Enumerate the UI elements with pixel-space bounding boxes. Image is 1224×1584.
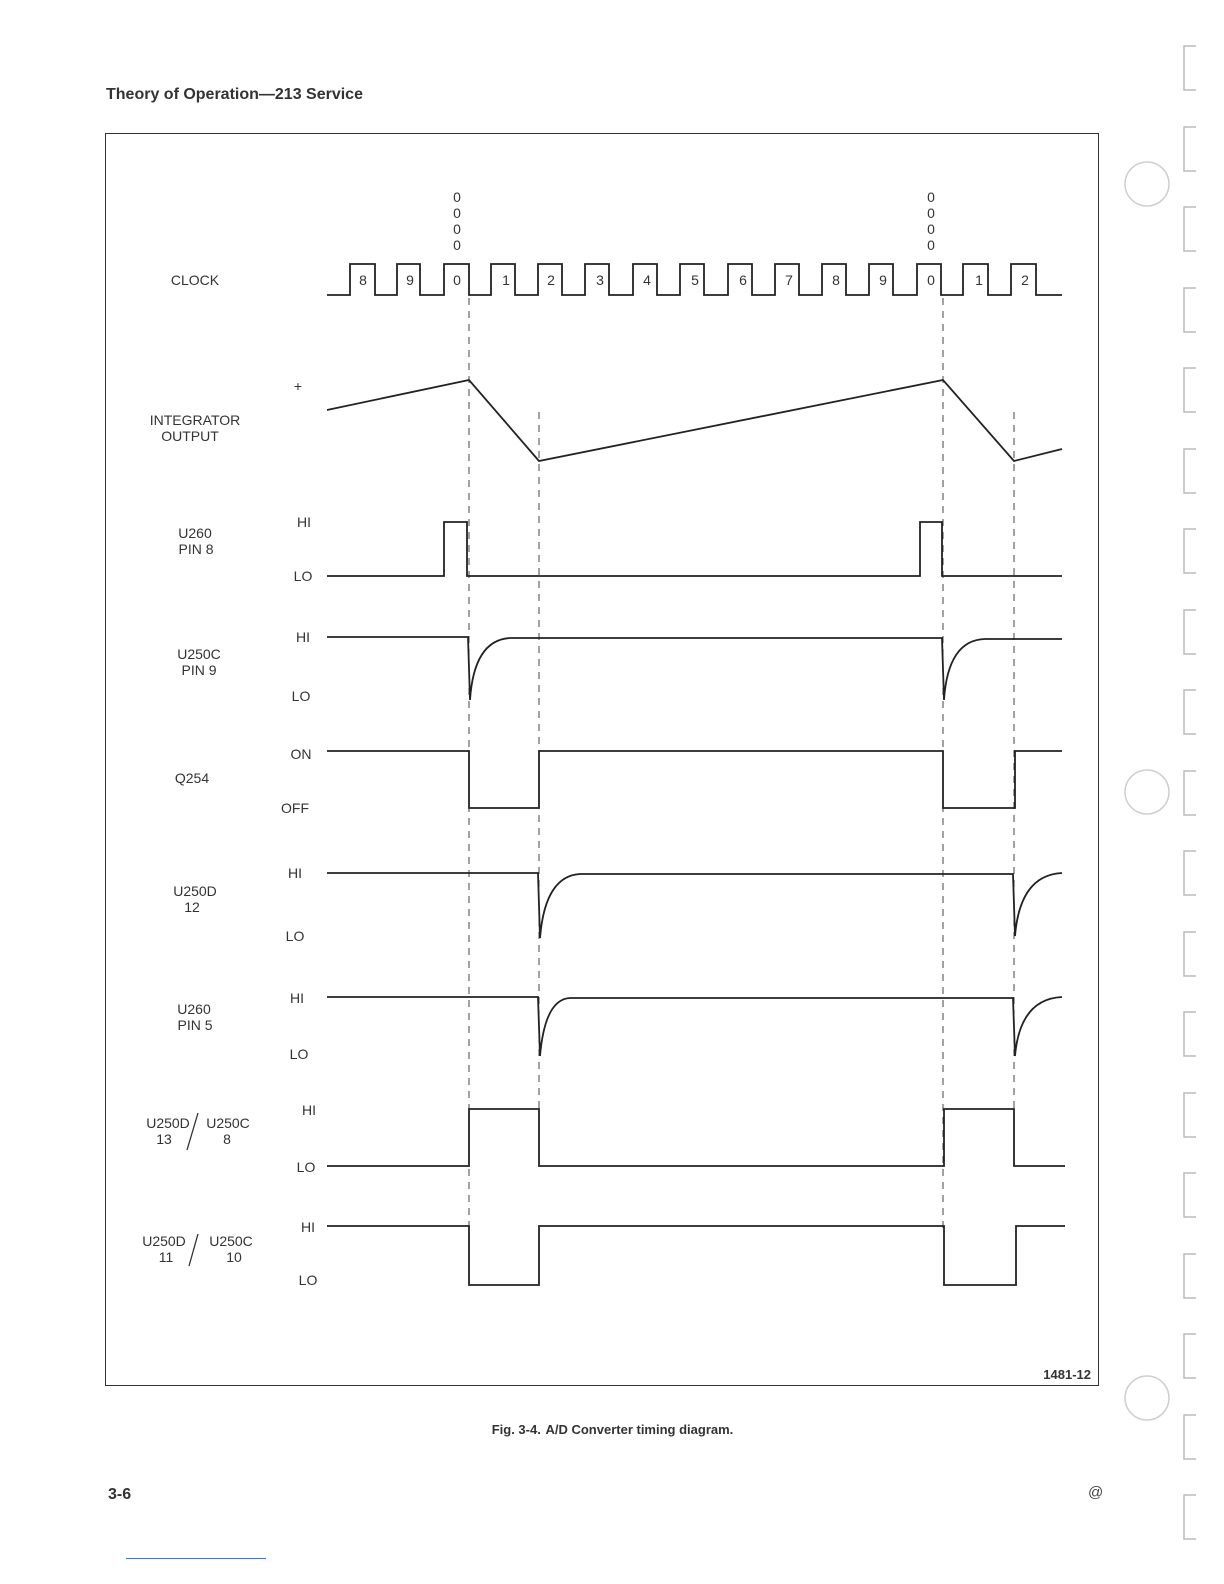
clock-digit: 2 [1021,272,1029,288]
clock-label: CLOCK [170,272,220,288]
counter-digit: 0 [453,205,461,221]
counter-digit: 0 [453,221,461,237]
clock-digit: 9 [879,272,887,288]
u260-pin5-hi-label: HI [290,990,304,1006]
binder-slots [1184,46,1196,1539]
u260-pin5-label: U260 [177,1001,211,1017]
clock-digit: 2 [547,272,555,288]
u250d-12-label: U250D [173,883,217,899]
integrator-label: INTEGRATOR [149,412,241,428]
binder-holes [1125,162,1169,1420]
counter-digits-left [453,189,461,253]
u260-pin8-hi-label: HI [297,514,311,530]
binder-slot [1184,449,1196,493]
binder-hole [1125,162,1169,206]
binder-slot [1184,1334,1196,1378]
u250c8-label: U250C [206,1115,250,1131]
u250c-pin9-lo-label: LO [291,688,311,704]
q254-label: Q254 [174,770,210,786]
integrator-label: OUTPUT [161,428,219,444]
counter-digit: 0 [927,205,935,221]
figure-caption-number: Fig. 3-4. [491,1422,541,1437]
counter-digit: 0 [927,237,935,253]
binder-slot [1184,127,1196,171]
clock-digit: 5 [691,272,699,288]
u250d13-u250c8-waveform [327,1109,1065,1166]
counter-digits-right [927,189,935,253]
page-header: Theory of Operation—213 Service [106,86,363,103]
u260-pin5-waveform [327,997,1062,1056]
clock-digit: 0 [453,272,461,288]
u260-pin8-lo-label: LO [293,568,313,584]
u250d13-label: U250D [146,1115,190,1131]
clock-digit: 8 [832,272,840,288]
u250d11-hi-label: HI [301,1219,315,1235]
binder-slot [1184,851,1196,895]
clock-digit: 0 [927,272,935,288]
binder-slot [1184,771,1196,815]
figure-caption [0,1422,1224,1437]
u250d11-lo-label: LO [298,1272,318,1288]
u250c10-label: 10 [226,1249,242,1265]
binder-hole [1125,770,1169,814]
binder-slot [1184,610,1196,654]
clock-digit: 8 [359,272,367,288]
clock-digit: 1 [502,272,510,288]
footer-mark: @ [1088,1484,1104,1501]
u260-pin5-label: PIN 5 [177,1017,213,1033]
clock-digit: 4 [643,272,651,288]
counter-digit: 0 [927,221,935,237]
u250d11-u250c10-waveform [327,1226,1065,1285]
binder-slot [1184,1012,1196,1056]
u250d13-label: 13 [156,1131,172,1147]
scan-artifact-line [126,1558,266,1559]
counter-digit: 0 [927,189,935,205]
figure-caption-text: A/D Converter timing diagram. [545,1422,734,1437]
binder-slot [1184,932,1196,976]
q254-waveform [327,751,1062,808]
clock-digit: 9 [406,272,414,288]
u250d13-lo-label: LO [296,1159,316,1175]
binder-slot [1184,288,1196,332]
u260-pin8-waveform [327,522,1062,576]
u250c-pin9-label: PIN 9 [181,662,217,678]
figure-id-label: 1481-12 [1043,1367,1091,1382]
binder-slot [1184,46,1196,90]
binder-slot [1184,690,1196,734]
binder-slot [1184,1093,1196,1137]
u250d-12-hi-label: HI [288,865,302,881]
u250d11-label: U250D [142,1233,186,1249]
counter-digit: 0 [453,237,461,253]
timing-reference-lines [469,298,1014,1228]
clock-digit: 6 [739,272,747,288]
clock-digits [359,272,1029,288]
binder-slot [1184,1254,1196,1298]
clock-digit: 7 [785,272,793,288]
u250c-pin9-waveform [327,637,1062,700]
u260-pin8-label: U260 [178,525,212,541]
u250c8-label: 8 [223,1131,231,1147]
label-slashes [187,1113,198,1266]
u250c10-label: U250C [209,1233,253,1249]
u260-pin5-lo-label: LO [289,1046,309,1062]
u250c-pin9-hi-label: HI [296,629,310,645]
binder-slot [1184,529,1196,573]
binder-slot [1184,368,1196,412]
u250d-12-lo-label: LO [285,928,305,944]
binder-hole [1125,1376,1169,1420]
integrator-output-waveform [327,380,1062,461]
u250d-12-waveform [327,873,1062,938]
page-number: 3-6 [108,1486,132,1503]
binder-slot [1184,1173,1196,1217]
binder-slot [1184,207,1196,251]
q254-off-label: OFF [281,800,309,816]
u250c-pin9-label: U250C [177,646,221,662]
u250d13-hi-label: HI [302,1102,316,1118]
clock-digit: 1 [975,272,983,288]
integrator-plus-label: + [293,378,303,394]
binder-slot [1184,1495,1196,1539]
u250d-12-label: 12 [184,899,200,915]
u260-pin8-label: PIN 8 [178,541,214,557]
clock-digit: 3 [596,272,604,288]
counter-digit: 0 [453,189,461,205]
u250d11-label: 11 [158,1249,174,1265]
q254-on-label: ON [290,746,312,762]
